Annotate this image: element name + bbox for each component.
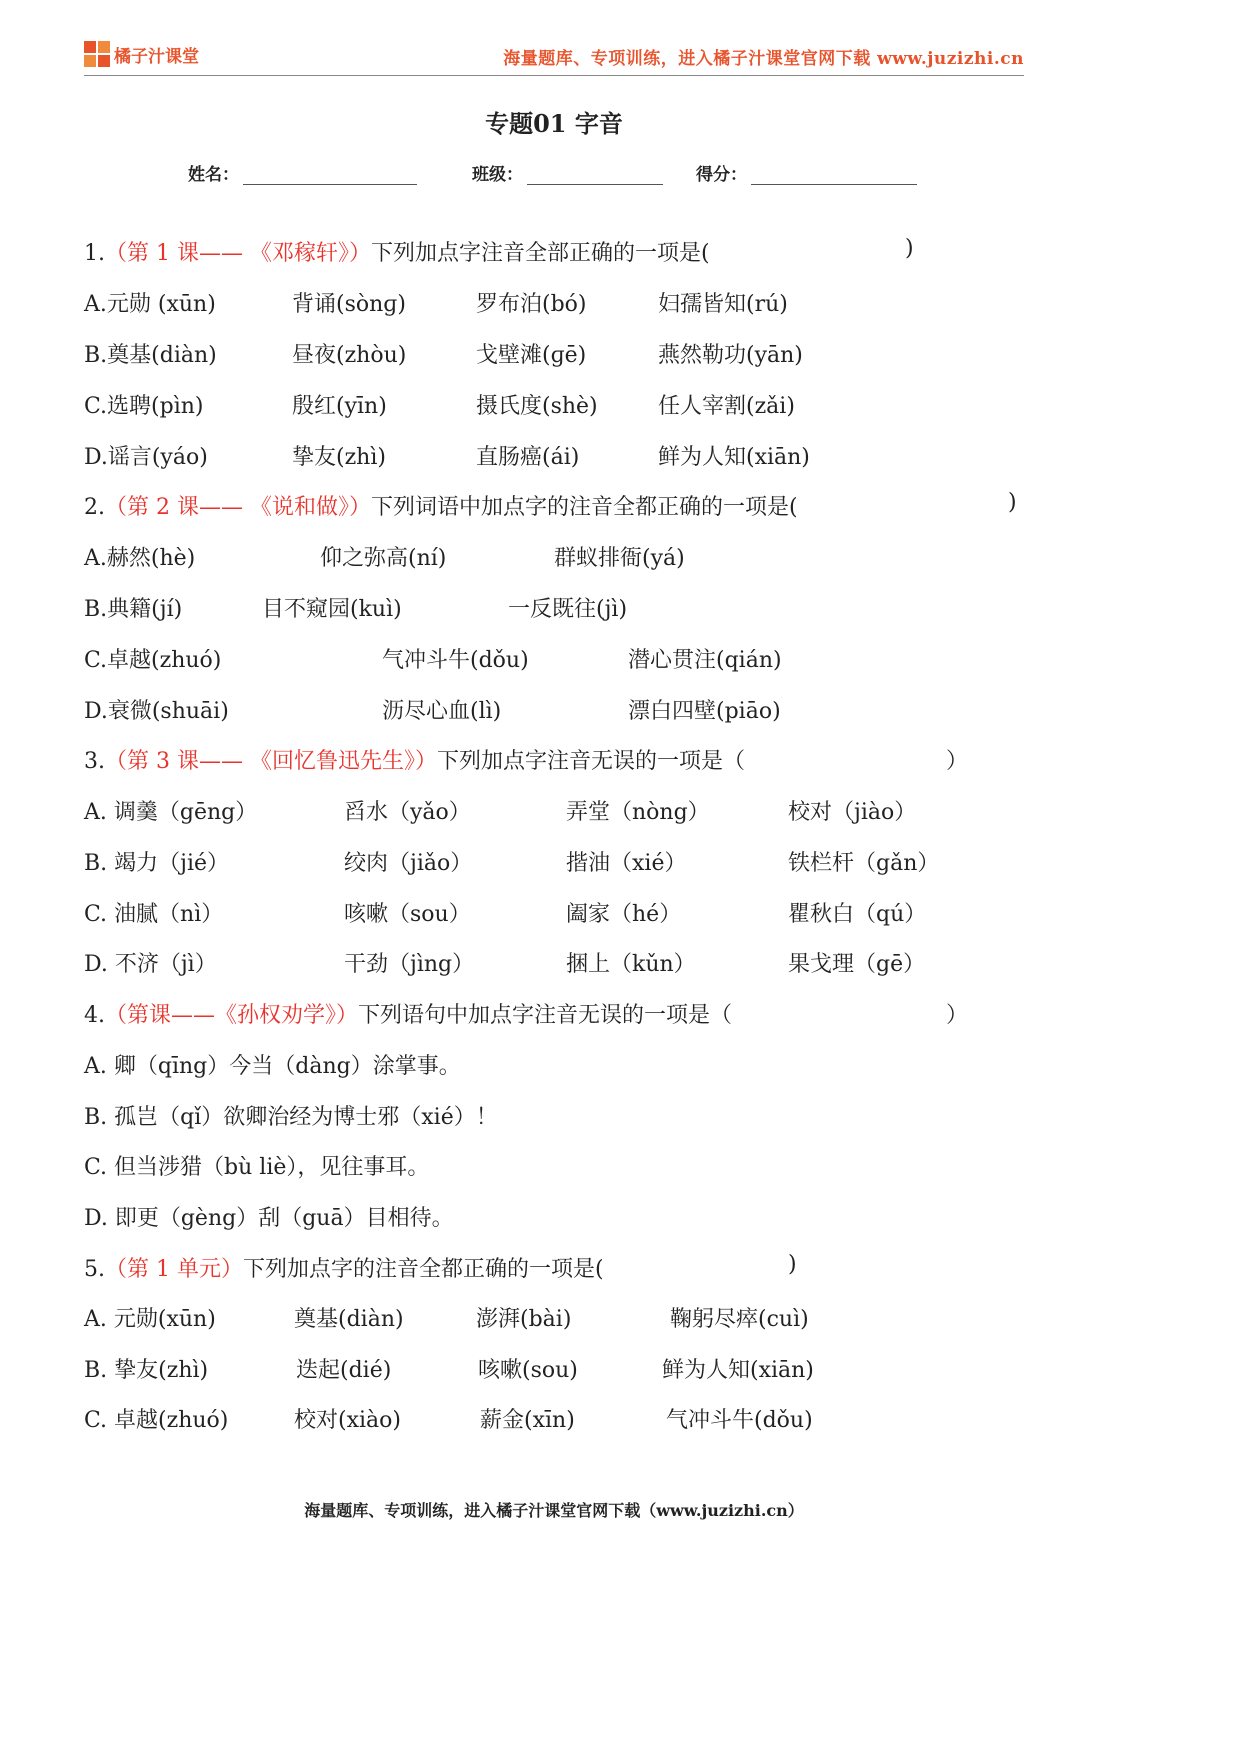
option-cell: 瞿秋白（qú） xyxy=(788,902,927,927)
question-2-stem xyxy=(84,490,1017,521)
score-blank[interactable] xyxy=(751,166,917,185)
option-cell: 舀水（yǎo） xyxy=(344,800,471,825)
option-cell: 弄堂（nòng） xyxy=(566,800,710,825)
page-header xyxy=(84,38,1024,80)
option-cell: 鲜为人知(xiān) xyxy=(658,445,810,470)
option-cell: 奠基(diàn) xyxy=(294,1307,404,1332)
class-blank[interactable] xyxy=(527,166,663,185)
answer-paren-close: ） xyxy=(946,1003,969,1028)
option-cell: 罗布泊(bó) xyxy=(476,292,587,317)
option-cell: 咳嗽(sou) xyxy=(478,1358,578,1383)
option-cell: 仰之弥高(ní) xyxy=(320,546,447,571)
question-source-tag: （第课——《孙权劝学》） xyxy=(105,1003,359,1028)
option-cell: 鲜为人知(xiān) xyxy=(662,1358,814,1383)
option-cell: C.卓越(zhuó) xyxy=(84,648,222,673)
option-cell: C. 卓越(zhuó) xyxy=(84,1408,229,1433)
option-cell: 绞肉（jiǎo） xyxy=(344,851,473,876)
option-cell: B. 竭力（jié） xyxy=(84,851,230,876)
option-cell: D.衰微(shuāi) xyxy=(84,699,229,724)
option-cell: B.典籍(jí) xyxy=(84,597,183,622)
question-prompt: 下列加点字注音无误的一项是（ xyxy=(436,749,745,774)
question-prompt: 下列词语中加点字的注音全都正确的一项是( xyxy=(370,495,798,520)
option-cell: 澎湃(bài) xyxy=(476,1307,572,1332)
option-cell: D.谣言(yáo) xyxy=(84,445,208,470)
class-label: 班级： xyxy=(472,165,523,185)
option-cell: 校对（jiào） xyxy=(788,800,917,825)
option-cell: 阖家（hé） xyxy=(566,902,682,927)
answer-paren-close: ) xyxy=(788,1252,797,1277)
option-cell: 气冲斗牛(dǒu) xyxy=(382,648,529,673)
option-cell: 目不窥园(kuì) xyxy=(262,597,402,622)
question-number: 2. xyxy=(84,495,105,520)
option-cell: B. 挚友(zhì) xyxy=(84,1358,209,1383)
name-label: 姓名： xyxy=(188,165,239,185)
question-4-stem xyxy=(84,998,969,1029)
answer-paren-close: ） xyxy=(946,749,969,774)
option-cell: 燕然勒功(yān) xyxy=(658,343,803,368)
option-cell: 摄氏度(shè) xyxy=(476,394,598,419)
score-label: 得分： xyxy=(696,165,747,185)
option-cell: 挚友(zhì) xyxy=(292,445,386,470)
page-footer: 海量题库、专项训练，进入橘子汁课堂官网下载（www.juzizhi.cn） xyxy=(304,1501,804,1520)
option-cell: 迭起(dié) xyxy=(296,1358,392,1383)
question-3-stem xyxy=(84,744,969,775)
question-source-tag: （第 1 单元） xyxy=(105,1257,243,1282)
option-cell: B.奠基(diàn) xyxy=(84,343,217,368)
question-prompt: 下列加点字注音全部正确的一项是( xyxy=(370,241,710,266)
option-cell: 捆上（kǔn） xyxy=(566,952,696,977)
answer-paren-close: ) xyxy=(1008,490,1017,515)
option-cell: A. 卿（qīng）今当（dàng）涂掌事。 xyxy=(84,1054,461,1079)
logo-icon xyxy=(84,41,110,67)
option-cell: A. 元勋(xūn) xyxy=(84,1307,216,1332)
option-cell: 咳嗽（sou） xyxy=(344,902,471,927)
option-cell: D. 即更（gèng）刮（guā）目相待。 xyxy=(84,1206,454,1231)
header-slogan: 海量题库、专项训练，进入橘子汁课堂官网下载 www.juzizhi.cn xyxy=(503,49,1024,69)
header-divider xyxy=(84,75,1024,76)
option-cell: D. 不济（jì） xyxy=(84,952,217,977)
option-cell: 背诵(sònɡ) xyxy=(292,292,406,317)
option-cell: 果戈理（gē） xyxy=(788,952,926,977)
option-cell: 沥尽心血(lì) xyxy=(382,699,502,724)
question-prompt: 下列语句中加点字注音无误的一项是（ xyxy=(358,1003,733,1028)
name-blank[interactable] xyxy=(243,166,417,185)
option-cell: 薪金(xīn) xyxy=(480,1408,575,1433)
option-cell: 干劲（jìng） xyxy=(344,952,475,977)
option-cell: 妇孺皆知(rú) xyxy=(658,292,788,317)
option-cell: 昼夜(zhòu) xyxy=(292,343,407,368)
page-title: 专题01 字音 xyxy=(485,109,623,138)
option-cell: 揩油（xié） xyxy=(566,851,687,876)
option-cell: C.选聘(pìn) xyxy=(84,394,204,419)
option-cell: 任人宰割(zǎi) xyxy=(658,394,795,419)
logo-text: 橘子汁课堂 xyxy=(114,46,199,67)
class-field[interactable] xyxy=(472,160,663,185)
option-cell: A.元勋 (xūn) xyxy=(84,292,216,317)
question-source-tag: （第 2 课—— 《说和做》） xyxy=(105,495,371,520)
option-cell: 铁栏杆（gǎn） xyxy=(788,851,940,876)
question-1-stem xyxy=(84,236,914,267)
question-number: 5. xyxy=(84,1257,105,1282)
option-cell: 气冲斗牛(dǒu) xyxy=(666,1408,813,1433)
option-cell: A.赫然(hè) xyxy=(84,546,196,571)
question-number: 4. xyxy=(84,1003,105,1028)
question-source-tag: （第 1 课—— 《邓稼轩》） xyxy=(105,241,371,266)
option-cell: 漂白四壁(piāo) xyxy=(628,699,781,724)
option-cell: A. 调羹（gēng） xyxy=(84,800,258,825)
score-field[interactable] xyxy=(696,160,917,185)
option-cell: 潜心贯注(qián) xyxy=(628,648,782,673)
answer-paren-close: ) xyxy=(905,236,914,261)
option-cell: C. 油腻（nì） xyxy=(84,902,224,927)
option-cell: 殷红(yīn) xyxy=(292,394,387,419)
question-number: 1. xyxy=(84,241,105,266)
question-number: 3. xyxy=(84,749,105,774)
option-cell: 一反既往(jì) xyxy=(508,597,628,622)
option-cell: 鞠躬尽瘁(cuì) xyxy=(670,1307,809,1332)
brand-logo[interactable] xyxy=(84,40,199,68)
question-source-tag: （第 3 课—— 《回忆鲁迅先生》） xyxy=(105,749,437,774)
option-cell: B. 孤岂（qǐ）欲卿治经为博士邪（xié）！ xyxy=(84,1105,498,1130)
option-cell: 直肠癌(ái) xyxy=(476,445,580,470)
option-cell: 戈壁滩(ɡē) xyxy=(476,343,587,368)
name-field[interactable] xyxy=(188,160,417,185)
option-cell: 群蚁排衙(yá) xyxy=(554,546,685,571)
option-cell: 校对(xiào) xyxy=(294,1408,401,1433)
option-cell: C. 但当涉猎（bù liè），见往事耳。 xyxy=(84,1155,430,1180)
question-prompt: 下列加点字的注音全都正确的一项是( xyxy=(242,1257,604,1282)
question-5-stem xyxy=(84,1252,797,1283)
